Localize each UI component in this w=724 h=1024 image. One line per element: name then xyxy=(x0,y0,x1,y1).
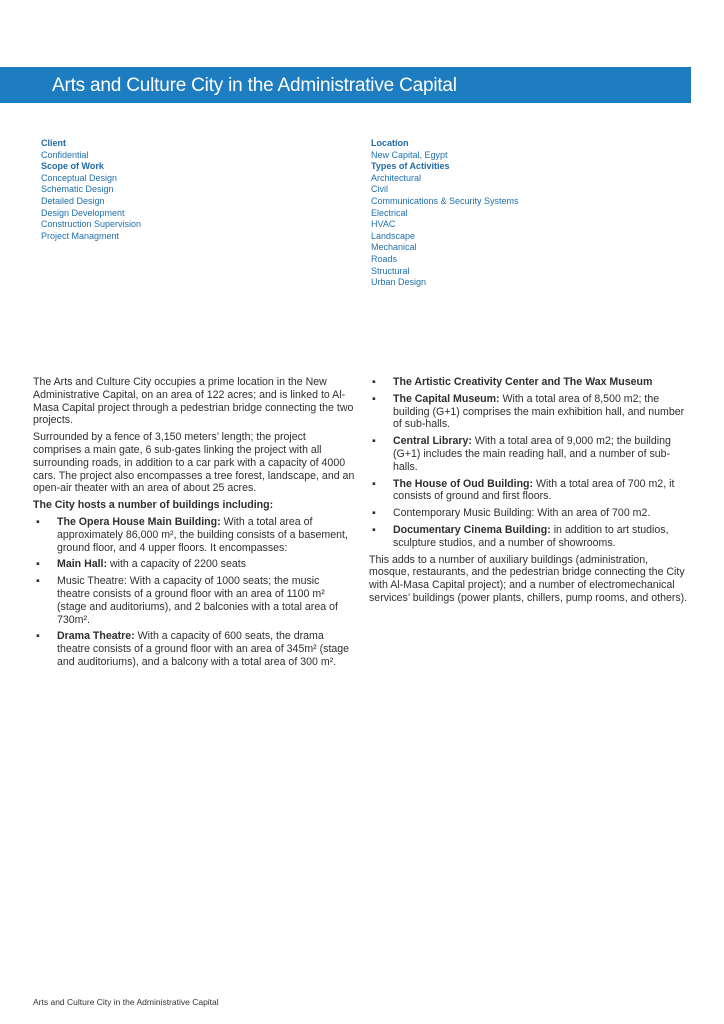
activity-item: Electrical xyxy=(371,207,408,218)
bullet-icon: ▪ xyxy=(36,630,40,643)
item-title: The Capital Museum: xyxy=(393,392,500,405)
activity-item: HVAC xyxy=(371,219,396,230)
buildings-list-right xyxy=(369,376,689,550)
scope-item: Design Development xyxy=(41,207,125,218)
client-label: Client xyxy=(41,138,67,148)
bullet-icon: ▪ xyxy=(372,477,376,490)
list-item xyxy=(369,393,689,431)
buildings-list-left xyxy=(33,516,355,669)
info-right xyxy=(371,138,519,289)
list-item xyxy=(33,516,355,554)
item-text: With a total area of approximately 86,000 m², the building consists of a basement, ground floor, and 4 upper floors. It encompasses: xyxy=(57,515,348,554)
bullet-icon: ▪ xyxy=(372,507,376,520)
body-left-column xyxy=(33,376,355,673)
activity-item: Structural xyxy=(371,265,410,276)
item-text: with a capacity of 2200 seats xyxy=(107,558,247,571)
bullet-icon: ▪ xyxy=(372,435,376,448)
scope-item: Detailed Design xyxy=(41,195,105,206)
item-text: With a total area of 9,000 m2; the building (G+1) includes the main reading hall, and a number of sub-halls. xyxy=(393,435,671,473)
item-text: Contemporary Music Building: With an area of 700 m2. xyxy=(393,507,651,520)
list-item xyxy=(369,376,689,389)
item-title: Drama Theatre: xyxy=(57,630,135,643)
scope-item: Conceptual Design xyxy=(41,172,118,183)
closing-paragraph: This adds to a number of auxiliary buildings (administration, mosque, restaurants, and the pedestrian bridge connecting the City with Al-Masa Capital project); and a number of electromechanical services’ buildings (power plants, chillers, pump rooms, and others). xyxy=(369,553,688,604)
buildings-heading: The City hosts a number of buildings including: xyxy=(33,499,274,512)
item-title: Main Hall: xyxy=(57,558,108,571)
info-left xyxy=(41,138,141,242)
item-title: Central Library: xyxy=(393,435,472,448)
item-text: With a capacity of 600 seats, the drama theatre consists of a ground floor with an area of 345m² (stage and auditoriums), and a balcony with a total area of 300 m². xyxy=(57,630,350,668)
bullet-icon: ▪ xyxy=(36,515,40,528)
bullet-icon: ▪ xyxy=(36,558,40,571)
client-value: Confidential xyxy=(41,149,89,160)
location-label: Location xyxy=(371,138,409,148)
bullet-icon: ▪ xyxy=(372,523,376,536)
list-item xyxy=(369,435,689,473)
bullet-icon: ▪ xyxy=(372,392,376,405)
activity-item: Urban Design xyxy=(371,277,427,288)
item-text: Music Theatre: With a capacity of 1000 seats; the music theatre consists of a ground floor with an area of 1100 m² (stage and auditoriums), and 2 balconies with a total area of 730m². xyxy=(57,575,338,626)
body-right-column xyxy=(369,376,689,609)
item-text: With a total area of 8,500 m2; the building (G+1) comprises the main exhibition hall, and number of sub-halls. xyxy=(393,392,685,431)
page-title: Arts and Culture City in the Administrative Capital xyxy=(52,75,457,96)
item-text: With a total area of 700 m2, it consists of ground and first floors. xyxy=(393,477,675,503)
list-item xyxy=(33,558,355,571)
fence-paragraph: Surrounded by a fence of 3,150 meters’ length; the project comprises a main gate, 6 sub-gates linking the project with all surrounding roads, in addition to a car park with a capacity of 4000 cars. The project also encompasses a tree forest, landscape, and an open-air theater with an area of about 25 acres. xyxy=(33,431,355,495)
activity-item: Communications & Security Systems xyxy=(371,195,519,206)
item-title: The House of Oud Building: xyxy=(393,477,534,490)
activity-item: Civil xyxy=(371,184,388,195)
item-title: The Artistic Creativity Center and The Wax Museum xyxy=(393,376,653,388)
location-value: New Capital, Egypt xyxy=(371,149,448,160)
list-item xyxy=(369,507,689,520)
header-edge-bar xyxy=(0,67,38,103)
list-item xyxy=(369,524,689,550)
list-item xyxy=(33,575,355,626)
scope-item: Project Managment xyxy=(41,230,120,241)
scope-label: Scope of Work xyxy=(41,161,104,172)
intro-paragraph: The Arts and Culture City occupies a prime location in the New Administrative Capital, on an area of 122 acres; and is linked to Al-Masa Capital project through a pedestrian bridge connecting the two projects. xyxy=(33,376,354,427)
item-title: The Opera House Main Building: xyxy=(57,515,221,528)
item-title: Documentary Cinema Building: xyxy=(393,523,551,536)
list-item xyxy=(369,478,689,504)
bullet-icon: ▪ xyxy=(372,376,376,388)
activity-item: Mechanical xyxy=(371,242,417,253)
scope-item: Schematic Design xyxy=(41,184,114,195)
title-bar xyxy=(38,67,691,103)
activity-item: Landscape xyxy=(371,230,416,241)
item-text: in addition to art studios, sculpture studios, and a number of showrooms. xyxy=(393,523,669,549)
list-item xyxy=(33,630,355,668)
activities-label: Types of Activities xyxy=(371,161,450,172)
scope-item: Construction Supervision xyxy=(41,219,142,230)
activity-item: Roads xyxy=(371,253,398,264)
activity-item: Architectural xyxy=(371,172,422,183)
bullet-icon: ▪ xyxy=(36,575,40,588)
page-footer: Arts and Culture City in the Administrative Capital xyxy=(33,997,219,1007)
